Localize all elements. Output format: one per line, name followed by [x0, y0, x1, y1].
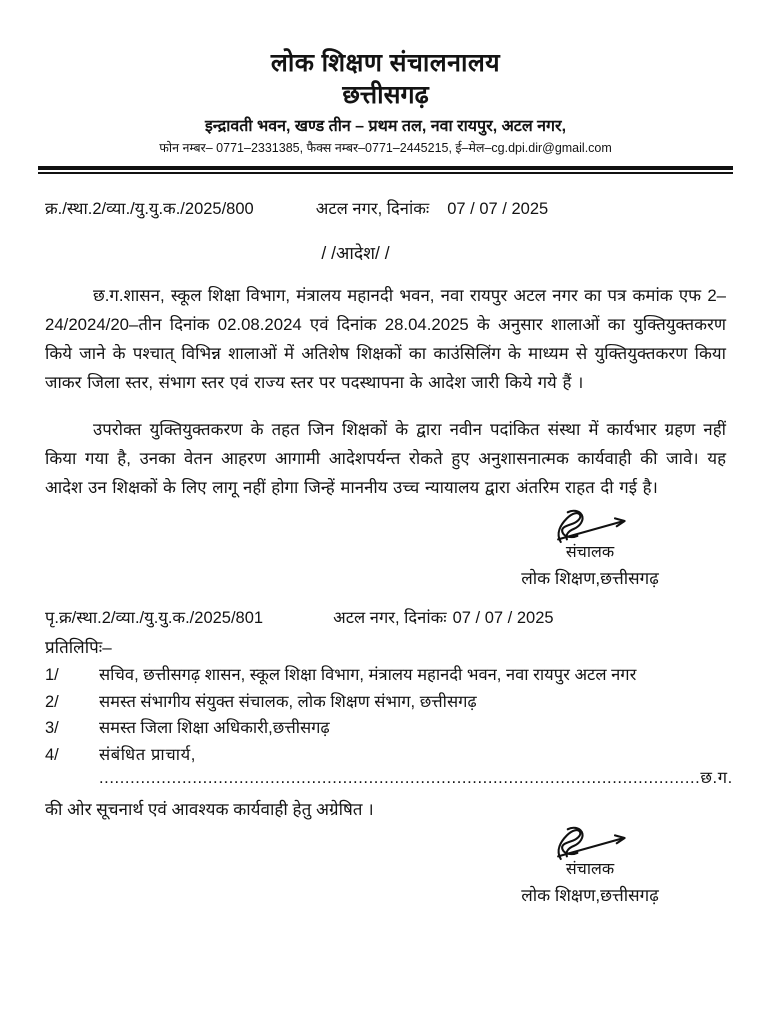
header-divider	[38, 166, 733, 174]
copy-item-text: समस्त संभागीय संयुक्त संचालक, लोक शिक्षण संभाग, छत्तीसगढ़	[99, 692, 477, 711]
reference-row	[45, 196, 726, 219]
signature-block-primary	[460, 507, 720, 589]
copy-item-number: 3/	[45, 719, 59, 738]
reference-place: अटल नगर, दिनांकः	[315, 200, 430, 219]
copy-item-text: सचिव, छत्तीसगढ़ शासन, स्कूल शिक्षा विभाग, मंत्रालय महानदी भवन, नवा रायपुर अटल नगर	[99, 665, 637, 684]
list-item	[45, 744, 733, 791]
reference-number: क्र./स्था.2/व्या./यु.यु.क./2025/800	[45, 200, 254, 219]
copy-item-text: समस्त जिला शिक्षा अधिकारी,छत्तीसगढ़	[99, 719, 330, 738]
signature-block-secondary	[460, 824, 720, 906]
organization-name: लोक शिक्षण संचालनालय	[270, 49, 501, 77]
signatory-office: लोक शिक्षण,छत्तीसगढ़	[521, 568, 659, 588]
order-title: / /आदेश/ /	[321, 243, 390, 264]
copy-label: प्रतिलिपिः–	[45, 637, 112, 657]
copy-item-number: 4/	[45, 745, 59, 764]
copy-date: 07 / 07 / 2025	[452, 608, 554, 627]
copy-place-date	[333, 605, 553, 628]
signatory-title: संचालक	[565, 861, 615, 879]
organization-state: छत्तीसगढ़	[342, 80, 429, 109]
copy-recipients-list	[45, 664, 733, 791]
list-item	[45, 691, 726, 714]
body-paragraph-2: उपरोक्त युक्तियुक्तकरण के तहत जिन शिक्षकों के द्वारा नवीन पदांकित संस्था में कार्यभार ग्रहण नहीं किया गया है, उनका वेतन आहरण आगामी आदेशपर्यन्त रोकते हुए अनुशासनात्मक कार्यवाही की जावे। यह आदेश उन शिक्षकों के लिए लागू नहीं होगा जिन्हें माननीय उच्च न्यायालय द्वारा अंतरिम राहत दी गई है।	[45, 420, 726, 498]
list-item	[45, 717, 726, 740]
reference-place-date	[316, 196, 548, 219]
copy-reference-number: पृ.क्र/स्था.2/व्या./यु.यु.क./2025/801	[45, 608, 264, 627]
organization-contact: फोन नम्बर– 0771–2331385, फैक्स नम्बर–0771–2445215, ई–मेल–cg.dpi.dir@gmail.com	[159, 141, 612, 156]
reference-date: 07 / 07 / 2025	[447, 200, 549, 219]
body-paragraph-1: छ.ग.शासन, स्कूल शिक्षा विभाग, मंत्रालय महानदी भवन, नवा रायपुर अटल नगर का पत्र कमांक एफ 2–24/2024/20–तीन दिनांक 02.08.2024 एवं दिनांक 28.04.2025 के अनुसार शालाओं का युक्तियुक्तकरण किये जाने के पश्चात् विभिन्न शालाओं में अतिशेष शिक्षकों का काउंसिलिंग के माध्यम से युक्तियुक्तकरण किया जाकर जिला स्तर, संभाग स्तर एवं राज्य स्तर पर पदस्थापना के आदेश जारी किये गये हैं ।	[45, 286, 726, 393]
signatory-office: लोक शिक्षण,छत्तीसगढ़	[521, 886, 659, 906]
copy-item-number: 1/	[45, 665, 59, 684]
list-item	[45, 664, 726, 688]
copy-reference-row	[45, 605, 726, 628]
closing-line: की ओर सूचनार्थ एवं आवश्यक कार्यवाही हेतु अग्रेषित ।	[45, 800, 374, 820]
divider-thin-line	[38, 172, 733, 174]
copy-place: अटल नगर, दिनांकः	[333, 608, 447, 627]
signatory-title: संचालक	[565, 543, 615, 561]
copy-item-text: संबंधित प्राचार्य, ....................................................................................................................छ.ग.	[99, 745, 733, 787]
organization-address: इन्द्रावती भवन, खण्ड तीन – प्रथम तल, नवा रायपुर, अटल नगर,	[204, 118, 567, 135]
document-header	[0, 0, 771, 156]
document-body	[45, 196, 733, 906]
copy-item-number: 2/	[45, 692, 59, 711]
